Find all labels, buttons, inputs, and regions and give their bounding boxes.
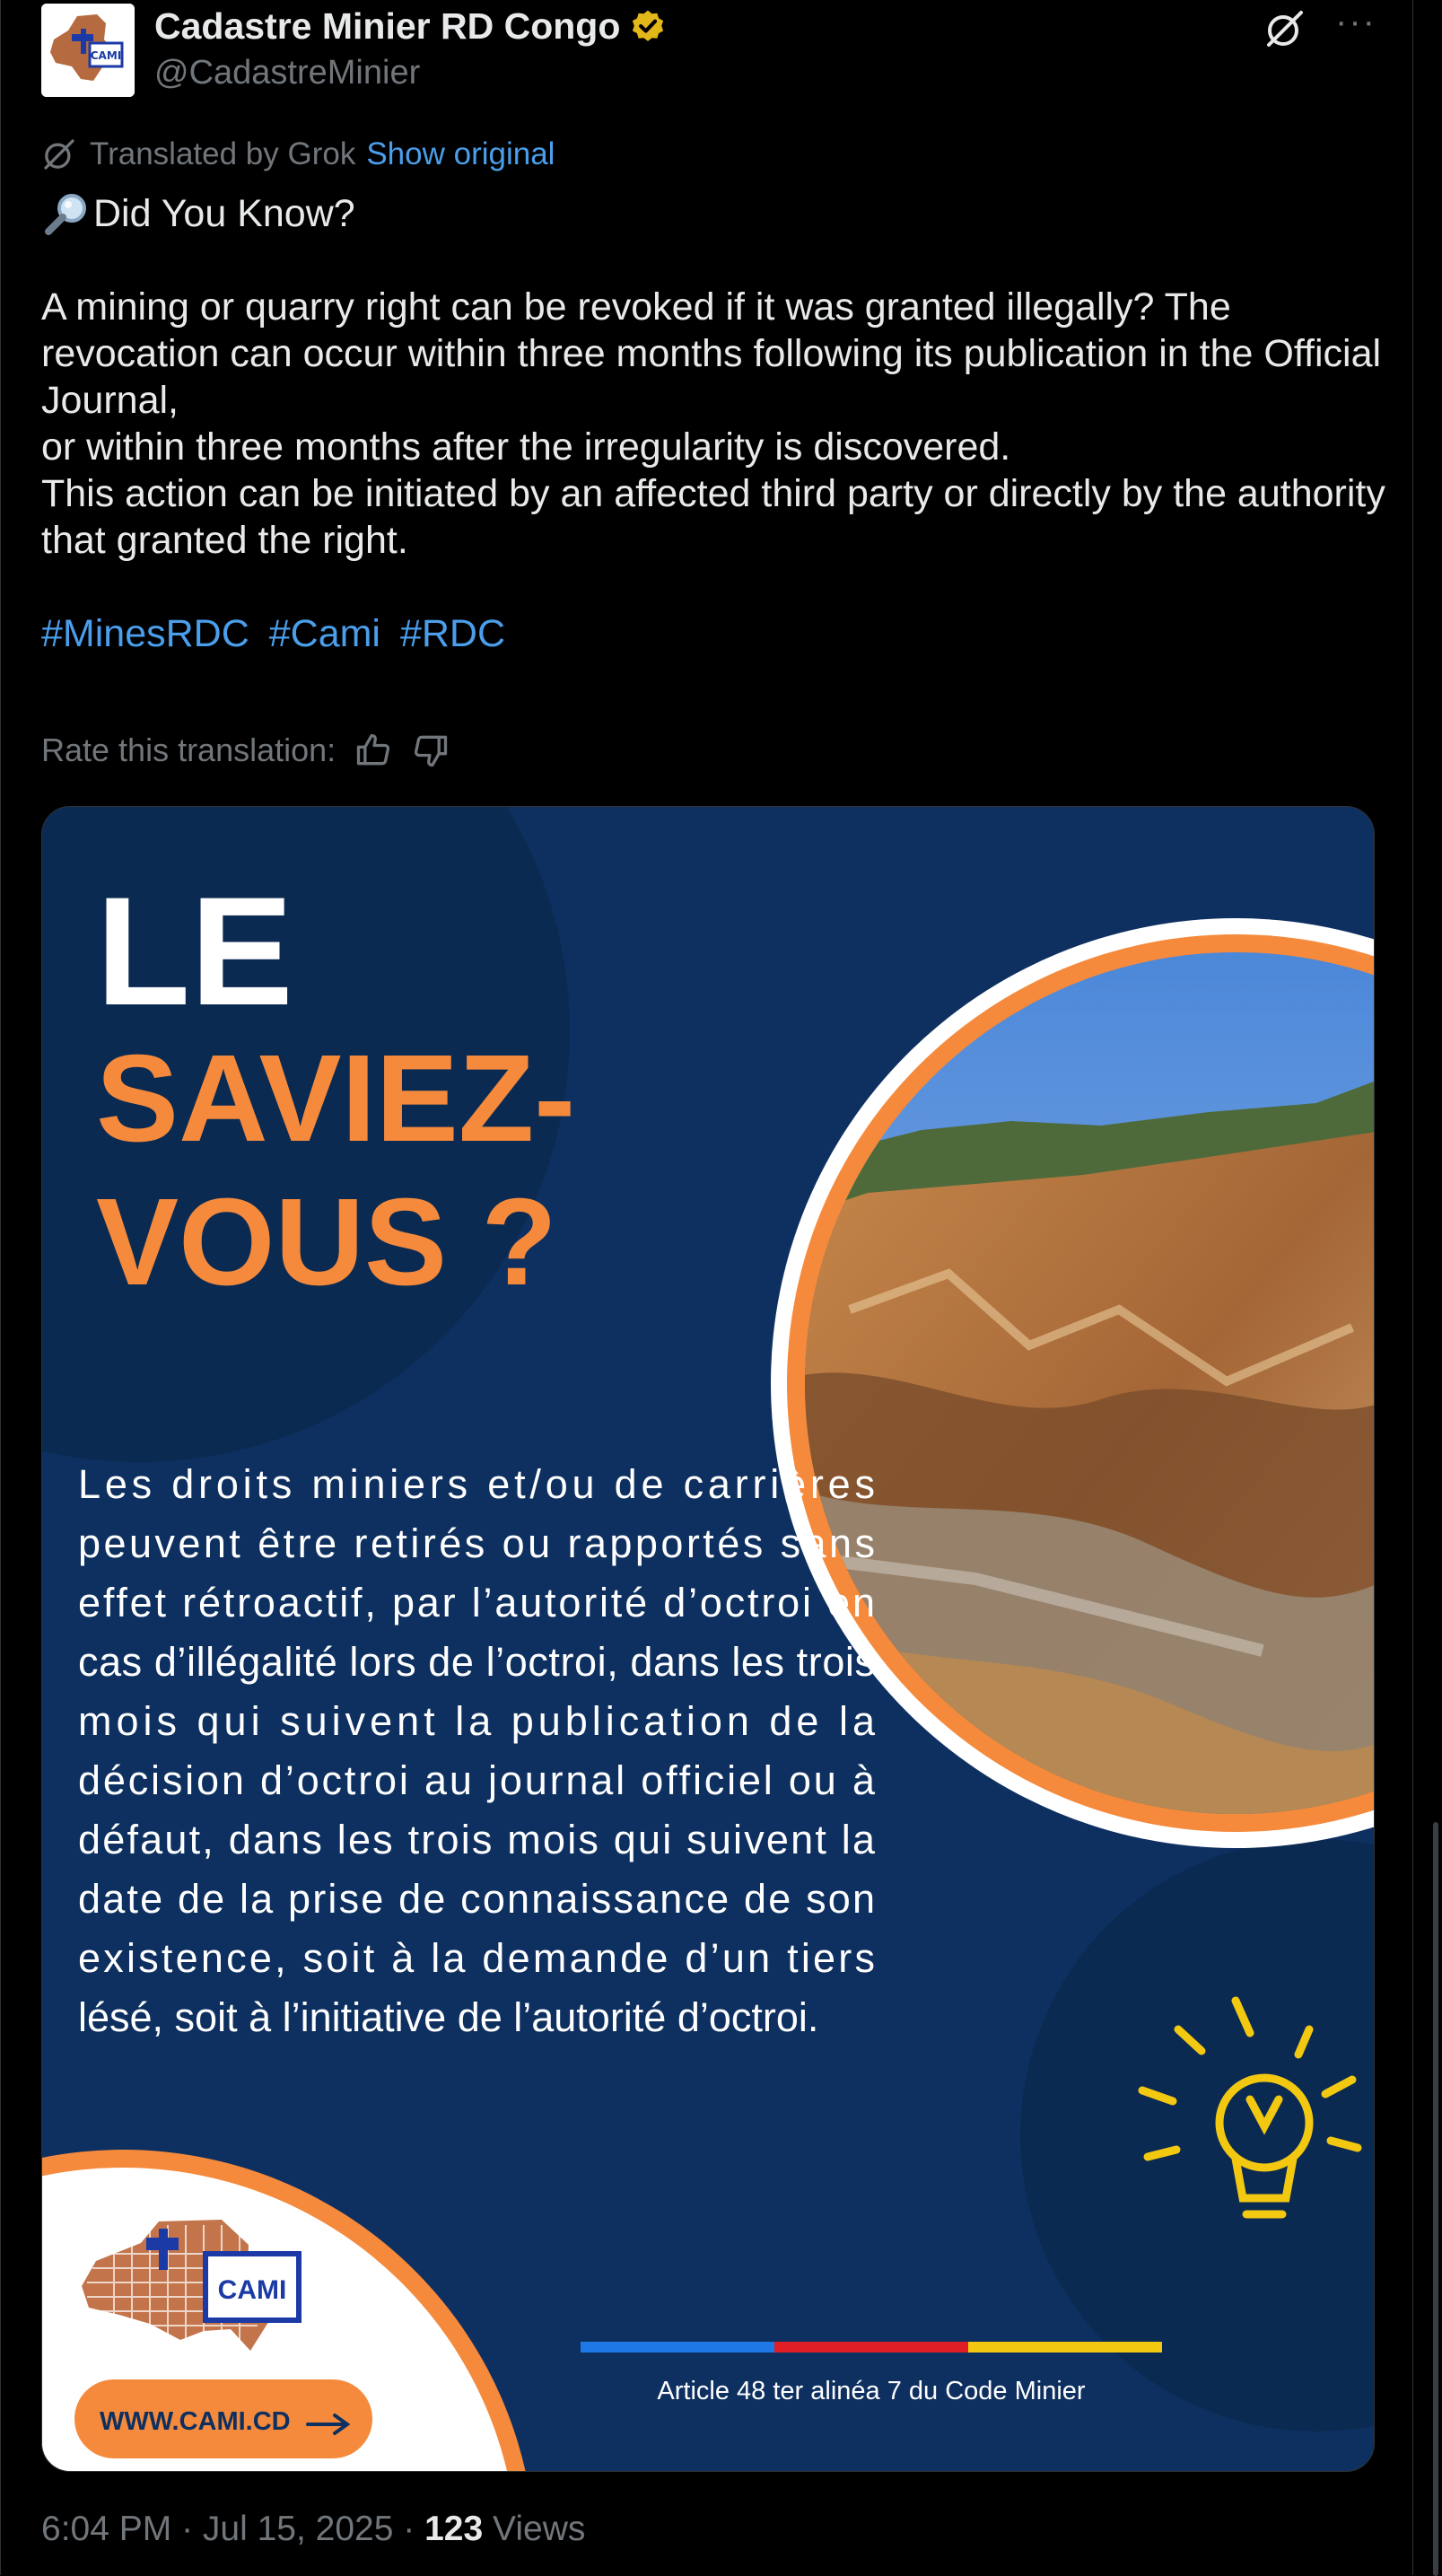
- hashtag-cami[interactable]: #Cami: [268, 612, 380, 655]
- flag-stripe-red: [774, 2342, 968, 2353]
- le-saviez-vous-infographic: [42, 807, 1375, 2472]
- views-count: 123: [424, 2510, 484, 2548]
- tweet-line-1: A mining or quarry right can be revoked if it was granted illegally? The revocation can occur within three months following its publication in the Official Journal,: [41, 285, 1382, 422]
- title-saviez: SAVIEZ-: [96, 1030, 576, 1168]
- post-header: [41, 4, 1378, 97]
- body-line-5: mois qui suivent la publication de la: [78, 1698, 875, 1744]
- avatar[interactable]: [41, 4, 135, 97]
- article-reference: Article 48 ter alinéa 7 du Code Minier: [657, 2377, 1086, 2405]
- flag-stripe-yellow: [968, 2342, 1162, 2353]
- tweet-line-2: or within three months after the irregularity is discovered.: [41, 425, 1011, 469]
- title-le: LE: [96, 865, 293, 1038]
- post-meta: [41, 2510, 585, 2549]
- author-name[interactable]: [154, 5, 667, 48]
- post-media-image[interactable]: [41, 806, 1375, 2472]
- body-line-4: cas d’illégalité lors de l’octroi, dans les trois: [78, 1639, 875, 1685]
- show-original-link[interactable]: Show original: [366, 136, 555, 171]
- rate-translation: [41, 725, 450, 775]
- body-line-2: peuvent être retirés ou rapportés sans: [78, 1520, 875, 1566]
- title-vous: VOUS ?: [96, 1173, 557, 1311]
- flag-stripe-blue: [581, 2342, 774, 2353]
- author-name-text[interactable]: Cadastre Minier RD Congo: [154, 5, 621, 47]
- did-you-know-text: Did You Know?: [93, 192, 355, 235]
- body-line-9: existence, soit à la demande d’un tiers: [78, 1935, 875, 1981]
- cami-avatar-logo: [41, 4, 135, 97]
- rate-translation-label: Rate this translation:: [41, 732, 336, 768]
- grok-icon[interactable]: [1263, 7, 1307, 50]
- svg-text:CAMI: CAMI: [90, 49, 122, 62]
- post-date[interactable]: Jul 15, 2025: [202, 2510, 394, 2548]
- thumbs-down-icon[interactable]: [411, 731, 450, 770]
- grok-small-icon: [41, 136, 77, 172]
- translation-notice: [41, 133, 555, 176]
- meta-separator-1: ·: [181, 2510, 203, 2548]
- post-time[interactable]: 6:04 PM: [41, 2510, 172, 2548]
- translated-by-label: Translated by Grok: [90, 136, 356, 171]
- magnifying-glass-icon: [41, 190, 92, 237]
- svg-text:CAMI: CAMI: [217, 2275, 287, 2305]
- body-line-8: date de la prise de connaissance de son: [78, 1876, 875, 1922]
- body-line-7: défaut, dans les trois mois qui suivent la: [78, 1817, 875, 1862]
- thumbs-up-icon[interactable]: [354, 731, 393, 770]
- website-text: WWW.CAMI.CD: [100, 2407, 291, 2436]
- tweet-line-3: This action can be initiated by an affected third party or directly by the authority that granted the right.: [41, 472, 1385, 562]
- body-line-6: décision d’octroi au journal officiel ou à: [78, 1757, 875, 1803]
- hashtag-rdc[interactable]: #RDC: [399, 612, 506, 655]
- did-you-know-line: [41, 190, 1387, 237]
- author-handle[interactable]: @CadastreMinier: [154, 54, 421, 92]
- views-label: Views: [493, 2510, 586, 2548]
- tweet-text: [41, 190, 1387, 657]
- scrollbar-thumb[interactable]: [1433, 1822, 1438, 2576]
- meta-separator-2: ·: [403, 2510, 425, 2548]
- verified-badge-icon: [629, 8, 667, 46]
- hashtag-minesrdc[interactable]: #MinesRDC: [41, 612, 249, 655]
- body-line-10: lésé, soit à l’initiative de l’autorité d’octroi.: [78, 1994, 819, 2040]
- body-line-1: Les droits miniers et/ou de carrières: [78, 1461, 876, 1507]
- body-line-3: effet rétroactif, par l’autorité d’octroi en: [78, 1580, 876, 1625]
- more-options-icon[interactable]: ···: [1335, 2, 1376, 41]
- hashtags: [41, 610, 1387, 657]
